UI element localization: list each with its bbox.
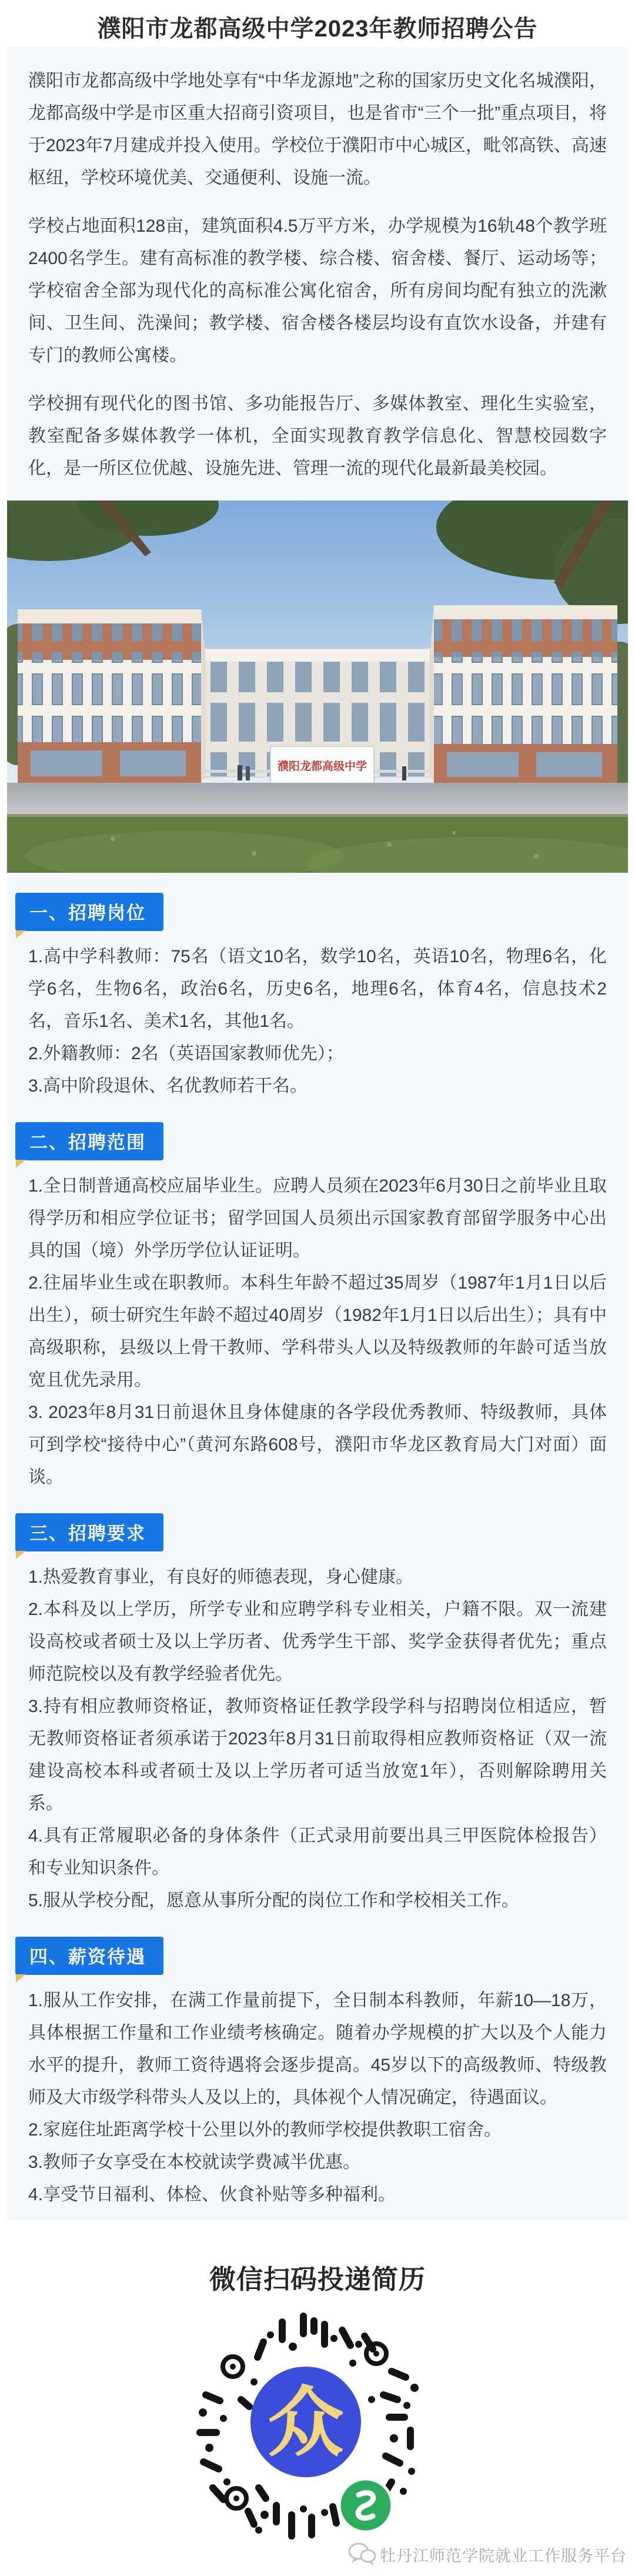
list-item: 2.往届毕业生或在职教师。本科生年龄不超过35周岁（1987年1月1日以后出生），硕士研究生年龄不超过40周岁（1982年1月1日以后出生）；具有中高级职称，县级以上骨干教师、学科带头人以及特级教师的年龄可适当放宽且优先录用。 [28,1273,607,1390]
list-item: 1.全日制普通高校应届毕业生。应聘人员须在2023年6月30日之前毕业且取得学历和相应学位证书；留学回国人员须出示国家教育部留学服务中心出具的国（境）外学历学位认证证明。 [28,1176,607,1260]
section-salary-benefits [28,1920,607,2211]
section-heading-badge: 四、薪资待遇 [15,1937,163,1975]
section-recruit-scope [28,1106,607,1493]
wechat-bubbles-icon [348,2542,376,2567]
list-item: 3. 2023年8月31日前退休且身体健康的各学段优秀教师、特级教师，具体可到学校“接待中心”（黄河东路608号，濮阳市华龙区教育局大门对面）面谈。 [28,1403,607,1487]
section-recruit-positions [28,876,607,1102]
section-recruit-requirements [28,1497,607,1917]
list-item: 1.服从工作安排，在满工作量前提下，全日制本科教师，年薪10—18万，具体根据工作量和工作业绩考核确定。随着办学规模的扩大以及个人能力水平的提升，教师工资待遇将会逐步提高。45岁以下的高级教师、特级教师及大市级学科带头人及以上的，具体视个人情况确定，待遇面议。 [28,1991,607,2107]
wechat-miniprogram-icon [339,2479,392,2532]
list-item: 2.外籍教师：2名（英语国家教师优先）； [28,1044,344,1063]
gate-sign-text: 濮阳龙都高级中学 [277,760,367,773]
list-item: 3.持有相应教师资格证，教师资格证任教学段学科与招聘岗位相适应，暂无教师资格证者须承诺于2023年8月31日前取得相应教师资格证（双一流建设高校本科或者硕士及以上学历者可适当放宽1年），否则解除聘用关系。 [28,1697,607,1813]
qr-center-glyph: 众 [267,2380,345,2465]
list-item: 1.高中学科教师：75名（语文10名，数学10名，英语10名，物理6名，化学6名，生物6名，政治6名，历史6名，地理6名，体育4名，信息技术2名，音乐1名、美术1名，其他1名。 [28,947,607,1031]
section-heading-badge: 二、招聘范围 [15,1122,163,1160]
qr-scan-heading: 微信扫码投递简历 [209,2264,426,2294]
list-item: 1.热爱教育事业，有良好的师德表现，身心健康。 [28,1567,414,1587]
list-item: 3.教师子女享受在本校就读学费减半优惠。 [28,2153,361,2172]
wechat-qr-code[interactable] [0,2311,623,2541]
footer-watermark [348,2542,627,2567]
list-item: 4.具有正常履职必备的身体条件（正式录用前要出具三甲医院体检报告）和专业知识条件。 [28,1826,607,1878]
intro-paragraph: 濮阳市龙都高级中学地处享有“中华龙源地”之称的国家历史文化名城濮阳，龙都高级中学是市区重大招商引资项目，也是省市“三个一批”重点项目，将于2023年7月建成并投入使用。学校位于濮阳市中心城区，毗邻高铁、高速枢纽，学校环境优美、交通便利、设施一流。 [28,71,607,188]
content-panel [7,47,628,2220]
list-item: 2.家庭住址距离学校十公里以外的教师学校提供教职工宿舍。 [28,2120,502,2140]
list-item: 2.本科及以上学历，所学专业和应聘学科专业相关，户籍不限。双一流建设高校或者硕士及以上学历者、优秀学生干部、奖学金获得者优先；重点师范院校以及有教学经验者优先。 [28,1600,607,1684]
school-building-photo [7,500,628,873]
list-item: 5.服从学校分配，愿意从事所分配的岗位工作和学校相关工作。 [28,1891,520,1910]
intro-paragraph: 学校拥有现代化的图书馆、多功能报告厅、多媒体教室、理化生实验室，教室配备多媒体教学一体机，全面实现教育教学信息化、智慧校园数字化，是一所区位优越、设施先进、管理一流的现代化最新最美校园。 [28,394,607,478]
section-heading-badge: 三、招聘要求 [15,1513,163,1551]
section-heading-badge: 一、招聘岗位 [15,893,163,931]
list-item: 3.高中阶段退休、名优教师若干名。 [28,1076,308,1096]
footer-watermark-text: 牡丹江师范学院就业工作服务平台 [380,2547,627,2565]
intro-paragraph: 学校占地面积128亩，建筑面积4.5万平方米，办学规模为16轨48个教学班2400名学生。建有高标准的教学楼、综合楼、宿舍楼、餐厅、运动场等；学校宿舍全部为现代化的高标准公寓化宿舍，所有房间均配有独立的洗漱间、卫生间、洗澡间；教学楼、宿舍楼各楼层均设有直饮水设备，并建有专门的教师公寓楼。 [28,216,607,365]
list-item: 4.享受节日福利、体检、伙食补贴等多种福利。 [28,2185,396,2204]
page-title: 濮阳市龙都高级中学2023年教师招聘公告 [97,16,538,42]
